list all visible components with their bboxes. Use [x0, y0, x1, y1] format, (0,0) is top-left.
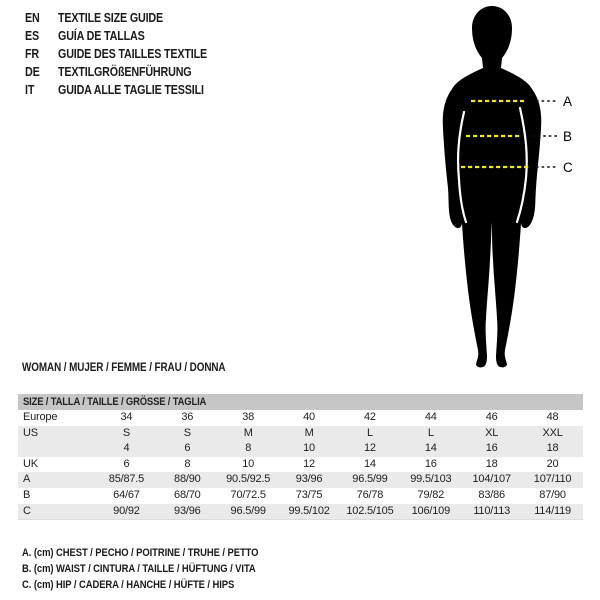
language-code: ES	[25, 29, 40, 43]
size-cell: 64/67	[113, 488, 140, 501]
table-row	[18, 441, 583, 457]
size-cell: 44	[424, 411, 437, 423]
table-row	[18, 504, 583, 520]
language-row-es	[25, 27, 231, 45]
size-cell: 114/119	[534, 504, 571, 517]
table-row	[18, 410, 583, 426]
language-row-it	[25, 81, 231, 99]
waist-label: B	[563, 129, 573, 144]
size-cell: 36	[181, 411, 194, 423]
size-cell: 93/96	[174, 504, 201, 517]
size-cell: 87/90	[539, 488, 566, 501]
language-code: DE	[25, 65, 40, 79]
row-label: UK	[23, 457, 38, 470]
size-cell: 16	[424, 457, 437, 470]
size-cell: 8	[245, 442, 252, 455]
language-label: TEXTILE SIZE GUIDE	[58, 11, 164, 25]
size-table-header-row	[18, 394, 583, 410]
size-cell: 46	[485, 411, 498, 423]
size-cell: 85/87.5	[108, 473, 145, 486]
size-cell: 18	[485, 457, 498, 470]
size-cell: M	[243, 426, 253, 439]
legend-waist-text: B. (cm) WAIST / CINTURA / TAILLE / HÜFTUNG / VITA	[22, 563, 256, 575]
size-cell: 79/82	[417, 488, 445, 501]
size-cell: 90/92	[113, 504, 140, 517]
hip-label: C	[563, 160, 573, 175]
size-cell: 8	[184, 457, 191, 470]
size-cell: 42	[364, 411, 376, 423]
language-label: GUÍA DE TALLAS	[58, 29, 145, 43]
language-guide-list	[25, 9, 231, 99]
section-title-text: WOMAN / MUJER / FEMME / FRAU / DONNA	[22, 362, 226, 374]
size-table	[18, 394, 583, 520]
row-label	[18, 441, 96, 457]
size-cell: M	[304, 426, 314, 439]
language-row-de	[25, 63, 231, 81]
language-code: EN	[25, 11, 40, 25]
size-cell: 90.5/92.5	[226, 473, 271, 486]
language-label: TEXTILGRÖßENFÜHRUNG	[58, 65, 192, 79]
table-row	[18, 472, 583, 488]
size-cell: 68/70	[174, 488, 201, 501]
size-cell: 6	[184, 442, 191, 455]
size-cell: 12	[364, 442, 376, 455]
size-cell: 107/110	[533, 473, 572, 486]
size-cell: 4	[123, 442, 130, 455]
legend-hip-text: C. (cm) HIP / CADERA / HANCHE / HÜFTE / HIPS	[22, 579, 235, 591]
language-code: IT	[25, 83, 35, 97]
woman-silhouette-figure	[430, 0, 600, 390]
table-row	[18, 426, 583, 442]
size-cell: 6	[123, 457, 130, 470]
size-cell: 106/109	[411, 504, 450, 517]
size-cell: 10	[242, 457, 255, 470]
table-row	[18, 488, 583, 504]
row-label: B	[23, 488, 31, 501]
size-cell: 93/96	[295, 473, 323, 486]
size-cell: L	[427, 426, 434, 439]
woman-silhouette	[443, 6, 541, 367]
size-cell: 70/72.5	[230, 488, 266, 501]
language-label: GUIDE DES TAILLES TEXTILE	[58, 47, 208, 61]
size-cell: 14	[364, 457, 376, 470]
size-cell: 10	[303, 442, 315, 455]
language-row-en	[25, 9, 231, 27]
legend-hip	[22, 577, 297, 593]
row-label: US	[23, 426, 38, 439]
size-cell: 104/107	[472, 473, 511, 486]
size-cell: 38	[242, 411, 255, 423]
size-cell: 76/78	[356, 488, 384, 501]
size-cell: 34	[120, 411, 133, 423]
legend-chest	[22, 545, 297, 561]
row-label: A	[23, 473, 31, 486]
size-cell: 40	[303, 411, 315, 423]
size-cell: 12	[303, 457, 315, 470]
size-cell: 102.5/105	[346, 504, 394, 517]
size-cell: 48	[546, 411, 559, 423]
size-cell: XL	[485, 426, 499, 439]
row-label: C	[23, 504, 31, 517]
size-cell: L	[366, 426, 373, 439]
size-cell: XXL	[542, 426, 563, 439]
chest-label: A	[563, 94, 573, 109]
size-cell: 18	[546, 442, 559, 455]
size-cell: S	[183, 426, 191, 439]
size-cell: 99.5/103	[410, 473, 452, 486]
legend-waist	[22, 561, 297, 577]
size-cell: S	[122, 426, 130, 439]
size-cell: 20	[546, 457, 559, 470]
table-row	[18, 457, 583, 473]
measurement-legend	[22, 545, 297, 593]
size-cell: 96.5/99	[352, 473, 388, 486]
row-label: Europe	[23, 411, 58, 423]
size-cell: 83/86	[478, 488, 505, 501]
section-title	[22, 362, 259, 374]
size-table-header-text: SIZE / TALLA / TAILLE / GRÖSSE / TAGLIA	[23, 396, 207, 408]
language-row-fr	[25, 45, 231, 63]
size-cell: 14	[424, 442, 437, 455]
legend-chest-text: A. (cm) CHEST / PECHO / POITRINE / TRUHE / PETTO	[22, 547, 259, 559]
size-table-header	[18, 394, 583, 410]
size-cell: 73/75	[295, 488, 323, 501]
size-cell: 88/90	[174, 473, 201, 486]
size-cell: 110/113	[473, 504, 511, 517]
size-cell: 16	[485, 442, 498, 455]
size-cell: 99.5/102	[288, 504, 330, 517]
language-code: FR	[25, 47, 39, 61]
size-cell: 96.5/99	[230, 504, 266, 517]
language-label: GUIDA ALLE TAGLIE TESSILI	[58, 83, 204, 97]
